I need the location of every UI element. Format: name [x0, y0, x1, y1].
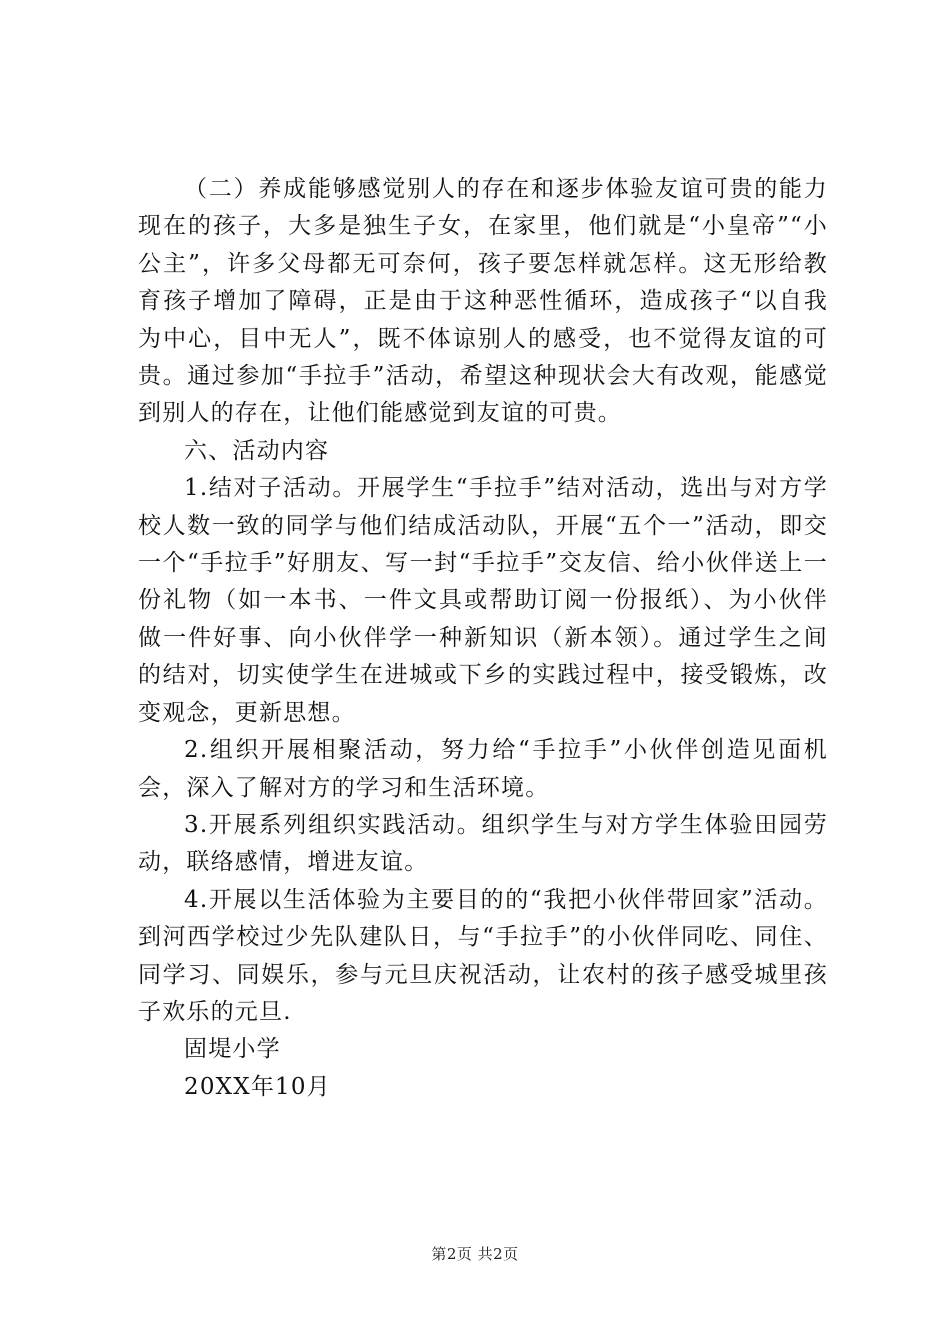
paragraph-pairing-activity: 1.结对子活动。开展学生“手拉手”结对活动，选出与对方学校人数一致的同学与他们结成活动队，开展“五个一”活动，即交一个“手拉手”好朋友、写一封“手拉手”交友信、给小伙伴送上一份礼物（如一本书、一件文具或帮助订阅一份报纸）、为小伙伴做一件好事、向小伙伴学一种新知识（新本领）。通过学生之间的结对，切实使学生在进城或下乡的实践过程中，接受锻炼，改变观念，更新思想。 — [138, 475, 828, 726]
signature-date: 20XX年10月 — [184, 1073, 331, 1100]
paragraph-home-experience-activity: 4.开展以生活体验为主要目的的“我把小伙伴带回家”活动。到河西学校过少先队建队日，与“手拉手”的小伙伴同吃、同住、同学习、同娱乐，参与元旦庆祝活动，让农村的孩子感受城里孩子欢乐的元旦. — [138, 886, 828, 1025]
document-body — [138, 171, 828, 1106]
paragraph-practice-activity: 3.开展系列组织实践活动。组织学生与对方学生体验田园劳动，联络感情，增进友谊。 — [138, 811, 828, 876]
paragraph-gathering-activity: 2.组织开展相聚活动，努力给“手拉手”小伙伴创造见面机会，深入了解对方的学习和生活环境。 — [138, 737, 828, 801]
signature-school-name: 固堤小学 — [184, 1036, 281, 1063]
section-heading-activity-content: 六、活动内容 — [184, 437, 330, 464]
paragraph-cultivate-friendship: （二）养成能够感觉别人的存在和逐步体验友谊可贵的能力现在的孩子，大多是独生子女，在家里，他们就是“小皇帝”“小公主”，许多父母都无可奈何，孩子要怎样就怎样。这无形给教育孩子增加了障碍，正是由于这种恶性循环，造成孩子“以自我为中心，目中无人”，既不体谅别人的感受，也不觉得友谊的可贵。通过参加“手拉手”活动，希望这种现状会大有改观，能感觉到别人的存在，让他们能感觉到友谊的可贵。 — [138, 176, 828, 427]
page-number-footer: 第2页 共2页 — [431, 1245, 519, 1263]
